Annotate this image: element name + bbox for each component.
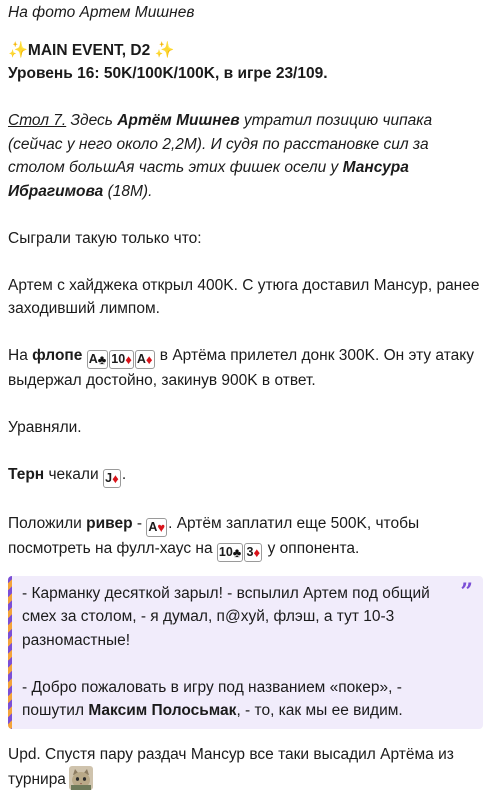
diamond-suit-icon: ♦ [112,471,119,486]
playing-card: 3 ♦ [244,543,262,562]
quote-bar [8,576,12,729]
street-label: ривер [86,514,133,532]
playing-card: A ♥ [148,519,166,535]
event-title-line [8,39,483,63]
street-label: флопе [32,347,83,364]
player-name: Мансура Ибрагимова [8,159,409,200]
quote-block [8,576,483,729]
diamond-suit-icon: ♦ [145,352,153,367]
called-line: Уравняли. [8,419,82,436]
diamond-suit-icon: ♦ [253,544,261,560]
flop-paragraph: На флопе A ♣ 10 ♦ A ♦ в Артёма прилетел донк 300K. Он эту атаку выдержал достойно, закинув 900K в ответ. [8,347,474,389]
preflop-paragraph: Артем с хайджека открыл 400K. С утюга доставил Мансур, ранее заходивший лимпом. [8,276,480,317]
playing-card: 10 ♦ [111,352,132,367]
playing-card: 10 ♣ [218,544,242,560]
sparkle-icon: ✨ [8,41,28,59]
level-line: Уровень 16: 50K/100K/100K, в игре 23/109. [8,65,328,82]
club-suit-icon: ♣ [232,544,242,560]
quote-icon: ” [460,578,473,605]
river-paragraph: Положили ривер - A ♥ . Артём заплатил еще 500K, чтобы посмотреть на фулл-хаус на 10 ♣ 3 ♦ у оппонента. [8,514,420,560]
diamond-suit-icon: ♦ [125,352,132,367]
playing-card: A ♦ [136,352,153,367]
playing-card: A ♣ [88,352,107,367]
player-name: Максим Полосьмак [88,702,237,719]
playing-card: J ♦ [103,469,121,488]
street-label: Терн [8,466,45,483]
photo-caption: На фото Артем Мишнев [8,4,195,21]
telegram-post [0,1,489,792]
update-paragraph: Upd. Спустя пару раздач Мансур все таки высадил Артёма из турнира [8,745,454,788]
cat-sticker-icon [69,766,93,790]
played-line: Сыграли такую только что: [8,229,202,247]
turn-line: Терн чекали J ♦ . [8,466,127,486]
quote-line: - Добро пожаловать в игру под названием «покер», - пошутил Максим Полосьмак, - то, как мы ее видим. [22,678,403,719]
player-name: Артём Мишнев [117,112,240,129]
sparkle-icon: ✨ [154,41,175,59]
quote-line: - Карманку десяткой зарыл! - вспылил Артем под общий смех за столом, - я думал, п@хуй, флэш, а тут 10-3 разномастные! [22,584,430,649]
table-link[interactable]: Стол 7. [8,112,67,129]
club-suit-icon: ♣ [97,352,107,367]
event-title: MAIN EVENT, D2 [27,41,151,59]
heart-suit-icon: ♥ [157,519,166,535]
intro-paragraph: Стол 7. Здесь Артём Мишнев утратил позицию чипака (сейчас у него около 2,2M). И судя по расстановке сил за столом большАя часть этих фишек осели у Мансура Ибрагимова (18M). [8,112,433,200]
